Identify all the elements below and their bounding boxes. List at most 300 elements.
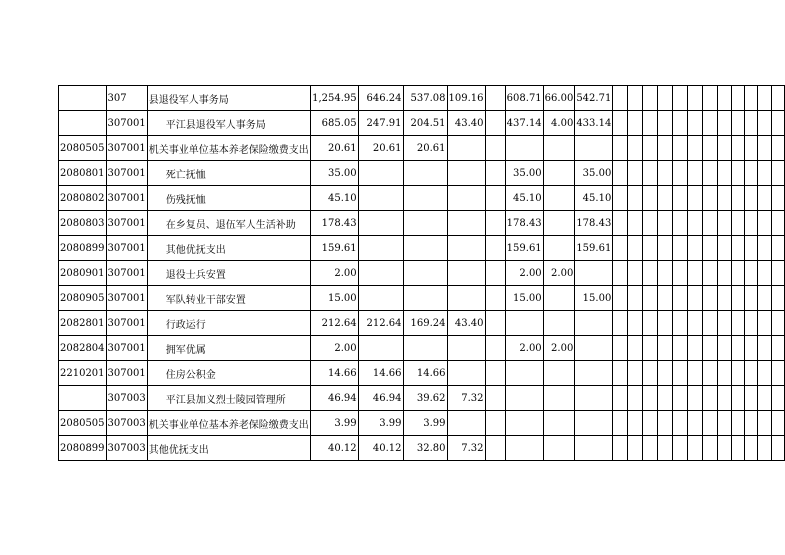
amount-cell: [505, 311, 543, 336]
empty-cell: [658, 261, 673, 286]
empty-cell: [673, 311, 688, 336]
empty-cell: [718, 261, 731, 286]
empty-cell: [703, 236, 718, 261]
unit-code-cell: 307001: [106, 286, 147, 311]
empty-cell: [613, 211, 628, 236]
amount-cell: 159.61: [505, 236, 543, 261]
empty-cell: [613, 236, 628, 261]
amount-cell: 2.00: [310, 261, 358, 286]
amount-cell: [358, 261, 403, 286]
unit-code-cell: 307003: [106, 436, 147, 461]
amount-cell: [485, 336, 505, 361]
amount-cell: 3.99: [358, 411, 403, 436]
empty-cell: [613, 386, 628, 411]
function-code-cell: 2080899: [59, 436, 107, 461]
amount-cell: [485, 361, 505, 386]
unit-code-cell: 307001: [106, 161, 147, 186]
amount-cell: [358, 186, 403, 211]
empty-cell: [718, 211, 731, 236]
empty-cell: [771, 186, 784, 211]
empty-cell: [731, 361, 744, 386]
empty-cell: [613, 111, 628, 136]
function-code-cell: 2080905: [59, 286, 107, 311]
empty-cell: [771, 211, 784, 236]
item-name-cell: 平江县加义烈士陵园管理所: [147, 386, 310, 411]
function-code-cell: [59, 111, 107, 136]
empty-cell: [745, 136, 758, 161]
empty-cell: [613, 286, 628, 311]
empty-cell: [658, 111, 673, 136]
table-row: [59, 336, 785, 361]
item-name-cell: 拥军优属: [147, 336, 310, 361]
empty-cell: [643, 86, 658, 111]
empty-cell: [745, 86, 758, 111]
amount-cell: 608.71: [505, 86, 543, 111]
unit-code-cell: 307001: [106, 336, 147, 361]
empty-cell: [731, 286, 744, 311]
empty-cell: [703, 261, 718, 286]
amount-cell: 20.61: [403, 136, 447, 161]
amount-cell: [358, 336, 403, 361]
empty-cell: [745, 186, 758, 211]
empty-cell: [718, 336, 731, 361]
amount-cell: 3.99: [310, 411, 358, 436]
empty-cell: [731, 311, 744, 336]
empty-cell: [643, 411, 658, 436]
empty-cell: [658, 411, 673, 436]
empty-cell: [673, 211, 688, 236]
empty-cell: [688, 86, 703, 111]
item-name-cell: 机关事业单位基本养老保险缴费支出: [147, 411, 310, 436]
empty-cell: [771, 236, 784, 261]
empty-cell: [745, 236, 758, 261]
empty-cell: [758, 436, 771, 461]
amount-cell: [485, 436, 505, 461]
empty-cell: [628, 311, 643, 336]
table-row: [59, 161, 785, 186]
empty-cell: [643, 136, 658, 161]
amount-cell: 542.71: [575, 86, 613, 111]
empty-cell: [703, 361, 718, 386]
amount-cell: [485, 136, 505, 161]
function-code-cell: 2210201: [59, 361, 107, 386]
empty-cell: [758, 186, 771, 211]
amount-cell: [485, 286, 505, 311]
amount-cell: 212.64: [310, 311, 358, 336]
empty-cell: [688, 111, 703, 136]
amount-cell: 2.00: [505, 261, 543, 286]
empty-cell: [628, 436, 643, 461]
function-code-cell: 2080901: [59, 261, 107, 286]
item-name-cell: 在乡复员、退伍军人生活补助: [147, 211, 310, 236]
empty-cell: [758, 411, 771, 436]
empty-cell: [703, 286, 718, 311]
empty-cell: [628, 386, 643, 411]
empty-cell: [688, 186, 703, 211]
empty-cell: [658, 86, 673, 111]
empty-cell: [643, 236, 658, 261]
empty-cell: [703, 336, 718, 361]
empty-cell: [758, 311, 771, 336]
amount-cell: [447, 161, 485, 186]
item-name-cell: 其他优抚支出: [147, 436, 310, 461]
empty-cell: [688, 211, 703, 236]
amount-cell: [447, 411, 485, 436]
amount-cell: [485, 411, 505, 436]
empty-cell: [703, 86, 718, 111]
empty-cell: [643, 361, 658, 386]
empty-cell: [771, 86, 784, 111]
empty-cell: [688, 336, 703, 361]
empty-cell: [673, 361, 688, 386]
empty-cell: [703, 111, 718, 136]
empty-cell: [758, 286, 771, 311]
empty-cell: [771, 361, 784, 386]
amount-cell: 20.61: [310, 136, 358, 161]
amount-cell: [447, 261, 485, 286]
amount-cell: 32.80: [403, 436, 447, 461]
amount-cell: [485, 236, 505, 261]
unit-code-cell: 307001: [106, 261, 147, 286]
item-name-cell: 其他优抚支出: [147, 236, 310, 261]
table-row: [59, 436, 785, 461]
empty-cell: [673, 436, 688, 461]
amount-cell: 43.40: [447, 111, 485, 136]
empty-cell: [658, 286, 673, 311]
table-row: [59, 411, 785, 436]
amount-cell: [485, 311, 505, 336]
budget-table-body: [59, 86, 785, 461]
empty-cell: [758, 136, 771, 161]
amount-cell: [447, 236, 485, 261]
table-row: [59, 261, 785, 286]
empty-cell: [613, 436, 628, 461]
empty-cell: [703, 311, 718, 336]
empty-cell: [658, 336, 673, 361]
empty-cell: [703, 136, 718, 161]
empty-cell: [628, 111, 643, 136]
empty-cell: [771, 111, 784, 136]
amount-cell: [505, 136, 543, 161]
empty-cell: [628, 86, 643, 111]
empty-cell: [703, 411, 718, 436]
empty-cell: [771, 136, 784, 161]
empty-cell: [745, 436, 758, 461]
empty-cell: [688, 286, 703, 311]
empty-cell: [658, 311, 673, 336]
empty-cell: [718, 161, 731, 186]
amount-cell: [543, 311, 575, 336]
amount-cell: [543, 411, 575, 436]
empty-cell: [731, 136, 744, 161]
function-code-cell: 2080803: [59, 211, 107, 236]
amount-cell: [447, 186, 485, 211]
amount-cell: [403, 286, 447, 311]
amount-cell: [543, 136, 575, 161]
item-name-cell: 伤残抚恤: [147, 186, 310, 211]
unit-code-cell: 307001: [106, 136, 147, 161]
empty-cell: [771, 436, 784, 461]
amount-cell: [485, 211, 505, 236]
unit-code-cell: 307001: [106, 311, 147, 336]
unit-code-cell: 307001: [106, 211, 147, 236]
amount-cell: [403, 261, 447, 286]
amount-cell: [358, 161, 403, 186]
item-name-cell: 死亡抚恤: [147, 161, 310, 186]
empty-cell: [628, 211, 643, 236]
table-row: [59, 136, 785, 161]
amount-cell: [575, 336, 613, 361]
amount-cell: [447, 286, 485, 311]
empty-cell: [758, 336, 771, 361]
empty-cell: [628, 286, 643, 311]
empty-cell: [745, 211, 758, 236]
empty-cell: [745, 411, 758, 436]
amount-cell: 1,254.95: [310, 86, 358, 111]
amount-cell: [575, 411, 613, 436]
empty-cell: [758, 236, 771, 261]
amount-cell: 14.66: [310, 361, 358, 386]
amount-cell: 35.00: [310, 161, 358, 186]
amount-cell: 40.12: [310, 436, 358, 461]
empty-cell: [771, 386, 784, 411]
unit-code-cell: 307003: [106, 386, 147, 411]
empty-cell: [703, 386, 718, 411]
empty-cell: [718, 286, 731, 311]
amount-cell: 646.24: [358, 86, 403, 111]
empty-cell: [613, 86, 628, 111]
empty-cell: [643, 336, 658, 361]
empty-cell: [745, 161, 758, 186]
function-code-cell: 2082801: [59, 311, 107, 336]
table-row: [59, 86, 785, 111]
empty-cell: [628, 186, 643, 211]
amount-cell: 178.43: [575, 211, 613, 236]
amount-cell: [543, 161, 575, 186]
unit-code-cell: 307001: [106, 361, 147, 386]
amount-cell: [358, 286, 403, 311]
budget-table: [58, 85, 785, 461]
empty-cell: [718, 386, 731, 411]
empty-cell: [731, 336, 744, 361]
empty-cell: [643, 261, 658, 286]
amount-cell: [543, 286, 575, 311]
empty-cell: [745, 386, 758, 411]
empty-cell: [771, 161, 784, 186]
amount-cell: 66.00: [543, 86, 575, 111]
empty-cell: [688, 236, 703, 261]
table-row: [59, 211, 785, 236]
empty-cell: [643, 311, 658, 336]
item-name-cell: 县退役军人事务局: [147, 86, 310, 111]
empty-cell: [758, 111, 771, 136]
amount-cell: 35.00: [505, 161, 543, 186]
amount-cell: [543, 361, 575, 386]
amount-cell: 15.00: [310, 286, 358, 311]
empty-cell: [673, 86, 688, 111]
empty-cell: [718, 136, 731, 161]
empty-cell: [628, 261, 643, 286]
empty-cell: [658, 236, 673, 261]
empty-cell: [643, 436, 658, 461]
empty-cell: [673, 111, 688, 136]
amount-cell: 4.00: [543, 111, 575, 136]
empty-cell: [771, 411, 784, 436]
amount-cell: 685.05: [310, 111, 358, 136]
empty-cell: [673, 136, 688, 161]
empty-cell: [673, 411, 688, 436]
empty-cell: [643, 386, 658, 411]
empty-cell: [628, 336, 643, 361]
empty-cell: [731, 86, 744, 111]
empty-cell: [758, 386, 771, 411]
amount-cell: [575, 261, 613, 286]
amount-cell: [403, 161, 447, 186]
item-name-cell: 平江县退役军人事务局: [147, 111, 310, 136]
empty-cell: [628, 411, 643, 436]
amount-cell: 40.12: [358, 436, 403, 461]
amount-cell: 2.00: [310, 336, 358, 361]
amount-cell: 14.66: [358, 361, 403, 386]
amount-cell: [505, 361, 543, 386]
empty-cell: [745, 286, 758, 311]
function-code-cell: 2080505: [59, 136, 107, 161]
empty-cell: [613, 311, 628, 336]
empty-cell: [745, 361, 758, 386]
empty-cell: [643, 211, 658, 236]
empty-cell: [718, 361, 731, 386]
empty-cell: [658, 436, 673, 461]
empty-cell: [731, 386, 744, 411]
empty-cell: [613, 161, 628, 186]
empty-cell: [658, 211, 673, 236]
empty-cell: [771, 261, 784, 286]
amount-cell: [575, 436, 613, 461]
function-code-cell: 2080801: [59, 161, 107, 186]
amount-cell: 20.61: [358, 136, 403, 161]
amount-cell: [543, 436, 575, 461]
empty-cell: [688, 161, 703, 186]
empty-cell: [673, 336, 688, 361]
amount-cell: 35.00: [575, 161, 613, 186]
table-row: [59, 311, 785, 336]
function-code-cell: 2080802: [59, 186, 107, 211]
amount-cell: [575, 311, 613, 336]
amount-cell: 45.10: [310, 186, 358, 211]
amount-cell: [485, 186, 505, 211]
amount-cell: 109.16: [447, 86, 485, 111]
amount-cell: 15.00: [505, 286, 543, 311]
table-row: [59, 286, 785, 311]
empty-cell: [731, 436, 744, 461]
function-code-cell: 2082804: [59, 336, 107, 361]
empty-cell: [688, 411, 703, 436]
empty-cell: [643, 111, 658, 136]
amount-cell: 437.14: [505, 111, 543, 136]
table-row: [59, 186, 785, 211]
amount-cell: 46.94: [310, 386, 358, 411]
empty-cell: [703, 186, 718, 211]
table-row: [59, 111, 785, 136]
unit-code-cell: 307001: [106, 236, 147, 261]
empty-cell: [673, 261, 688, 286]
amount-cell: [485, 111, 505, 136]
empty-cell: [703, 211, 718, 236]
empty-cell: [771, 311, 784, 336]
amount-cell: 178.43: [310, 211, 358, 236]
empty-cell: [703, 436, 718, 461]
amount-cell: [543, 211, 575, 236]
empty-cell: [613, 186, 628, 211]
amount-cell: 178.43: [505, 211, 543, 236]
empty-cell: [745, 336, 758, 361]
empty-cell: [643, 161, 658, 186]
empty-cell: [688, 436, 703, 461]
amount-cell: [403, 236, 447, 261]
function-code-cell: 2080899: [59, 236, 107, 261]
unit-code-cell: 307001: [106, 111, 147, 136]
amount-cell: [358, 236, 403, 261]
empty-cell: [731, 411, 744, 436]
amount-cell: 537.08: [403, 86, 447, 111]
empty-cell: [628, 236, 643, 261]
empty-cell: [673, 286, 688, 311]
amount-cell: [358, 211, 403, 236]
empty-cell: [718, 86, 731, 111]
table-row: [59, 236, 785, 261]
empty-cell: [613, 261, 628, 286]
empty-cell: [688, 261, 703, 286]
amount-cell: [403, 211, 447, 236]
amount-cell: 159.61: [575, 236, 613, 261]
empty-cell: [613, 411, 628, 436]
empty-cell: [718, 111, 731, 136]
empty-cell: [628, 136, 643, 161]
empty-cell: [688, 361, 703, 386]
amount-cell: 46.94: [358, 386, 403, 411]
empty-cell: [718, 186, 731, 211]
empty-cell: [745, 261, 758, 286]
amount-cell: [447, 211, 485, 236]
empty-cell: [643, 286, 658, 311]
amount-cell: 7.32: [447, 386, 485, 411]
empty-cell: [718, 436, 731, 461]
amount-cell: 14.66: [403, 361, 447, 386]
function-code-cell: [59, 86, 107, 111]
empty-cell: [731, 111, 744, 136]
amount-cell: [447, 361, 485, 386]
amount-cell: 45.10: [575, 186, 613, 211]
amount-cell: 2.00: [543, 336, 575, 361]
amount-cell: [485, 161, 505, 186]
table-row: [59, 361, 785, 386]
empty-cell: [745, 111, 758, 136]
amount-cell: 247.91: [358, 111, 403, 136]
amount-cell: [447, 136, 485, 161]
empty-cell: [673, 386, 688, 411]
amount-cell: 212.64: [358, 311, 403, 336]
amount-cell: [505, 386, 543, 411]
empty-cell: [613, 336, 628, 361]
empty-cell: [673, 236, 688, 261]
empty-cell: [688, 136, 703, 161]
empty-cell: [758, 86, 771, 111]
amount-cell: [505, 411, 543, 436]
table-row: [59, 386, 785, 411]
empty-cell: [718, 236, 731, 261]
empty-cell: [643, 186, 658, 211]
empty-cell: [673, 161, 688, 186]
